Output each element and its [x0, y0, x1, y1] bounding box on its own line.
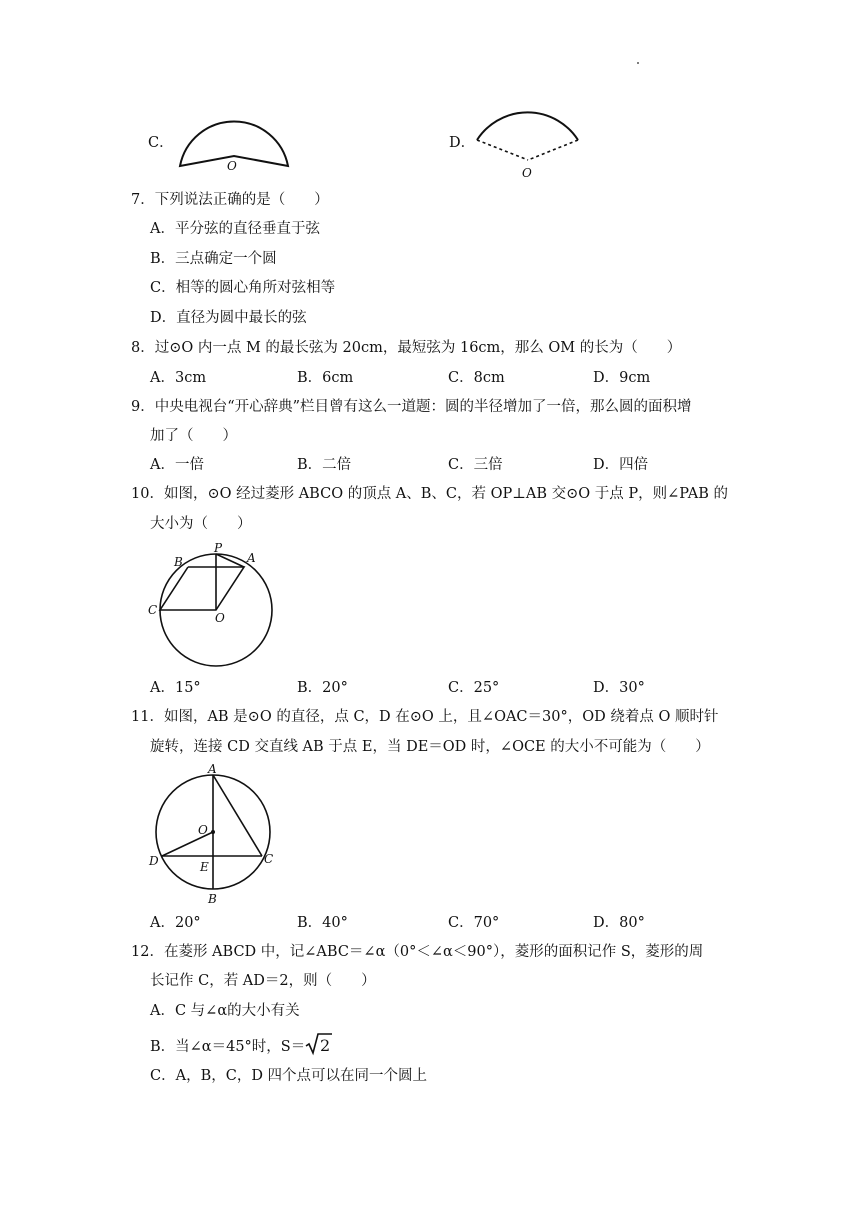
- q6-d-center-label: O: [522, 166, 532, 180]
- q8-stem: 8．过⊙O 内一点 M 的最长弦为 20cm，最短弦为 16cm，那么 OM 的长为（ ）: [131, 340, 682, 356]
- q11-stem-line1: 11．如图，AB 是⊙O 的直径，点 C，D 在⊙O 上，且∠OAC＝30°，OD 绕着点 O 顺时针: [131, 709, 719, 725]
- q12-stem-line2: 长记作 C，若 AD＝2，则（ ）: [150, 973, 376, 989]
- q6-c-center-label: O: [227, 159, 237, 173]
- q10-label-a: A: [247, 551, 256, 565]
- q7-option-d: D．直径为圆中最长的弦: [150, 310, 307, 326]
- q7-stem: 7．下列说法正确的是（ ）: [131, 192, 329, 208]
- q9-option-d: D．四倍: [593, 457, 649, 473]
- q9-option-b: B．二倍: [297, 457, 352, 473]
- q7-option-c: C．相等的圆心角所对弦相等: [150, 280, 336, 296]
- q11-label-c: C: [264, 852, 274, 866]
- q6-option-d-figure: [472, 100, 584, 180]
- q10-option-b: B．20°: [297, 680, 348, 696]
- q10-option-a: A．15°: [150, 680, 201, 696]
- q9-option-a: A．一倍: [150, 457, 204, 473]
- q11-label-d: D: [149, 854, 159, 868]
- q6-option-d-label: D．: [449, 135, 476, 151]
- q10-stem-line1: 10．如图，⊙O 经过菱形 ABCO 的顶点 A、B、C，若 OP⊥AB 交⊙O 于点 P，则∠PAB 的: [131, 486, 728, 502]
- q10-figure: [146, 540, 276, 670]
- q8-option-a: A．3cm: [150, 370, 207, 386]
- q11-option-a: A．20°: [150, 915, 201, 931]
- q11-label-b: B: [208, 892, 217, 906]
- q12-option-b-radicand: 2: [320, 1036, 331, 1055]
- q12-option-b-text: B．当∠α＝45°时，S＝: [150, 1039, 306, 1055]
- q6-option-c-label: C．: [148, 135, 174, 151]
- q11-stem-line2: 旋转，连接 CD 交直线 AB 于点 E，当 DE＝OD 时，∠OCE 的大小不可能为（ ）: [150, 739, 710, 755]
- q12-stem-line1: 12．在菱形 ABCD 中，记∠ABC＝∠α（0°＜∠α＜90°），菱形的面积记作 S，菱形的周: [131, 944, 704, 960]
- q10-label-b: B: [174, 555, 183, 569]
- q11-option-b: B．40°: [297, 915, 348, 931]
- sqrt-symbol-icon: [305, 1032, 333, 1056]
- q12-option-b: [150, 1032, 333, 1057]
- q11-option-d: D．80°: [593, 915, 645, 931]
- q8-option-b: B．6cm: [297, 370, 354, 386]
- q11-figure: [146, 760, 281, 905]
- q10-label-c: C: [148, 603, 158, 617]
- q9-stem-line2: 加了（ ）: [150, 428, 237, 444]
- q9-stem-line1: 9．中央电视台“开心辞典”栏目曾有这么一道题：圆的半径增加了一倍，那么圆的面积增: [131, 399, 692, 415]
- q12-option-c: C．A，B，C，D 四个点可以在同一个圆上: [150, 1068, 428, 1084]
- q10-label-p: P: [214, 541, 223, 555]
- q7-option-a: A．平分弦的直径垂直于弦: [150, 221, 320, 237]
- q7-option-b: B．三点确定一个圆: [150, 251, 277, 267]
- q11-label-a: A: [208, 762, 217, 776]
- q11-option-c: C．70°: [448, 915, 500, 931]
- q10-label-o: O: [215, 611, 225, 625]
- page-dot: [637, 62, 639, 64]
- q8-option-d: D．9cm: [593, 370, 651, 386]
- q12-option-a: A．C 与∠α的大小有关: [150, 1003, 300, 1019]
- q9-option-c: C．三倍: [448, 457, 503, 473]
- q11-label-o: O: [198, 823, 208, 837]
- q10-option-d: D．30°: [593, 680, 645, 696]
- q8-option-c: C．8cm: [448, 370, 505, 386]
- q10-option-c: C．25°: [448, 680, 500, 696]
- q10-stem-line2: 大小为（ ）: [150, 516, 252, 532]
- q11-label-e: E: [200, 860, 209, 874]
- q6-option-c-figure: [176, 108, 294, 173]
